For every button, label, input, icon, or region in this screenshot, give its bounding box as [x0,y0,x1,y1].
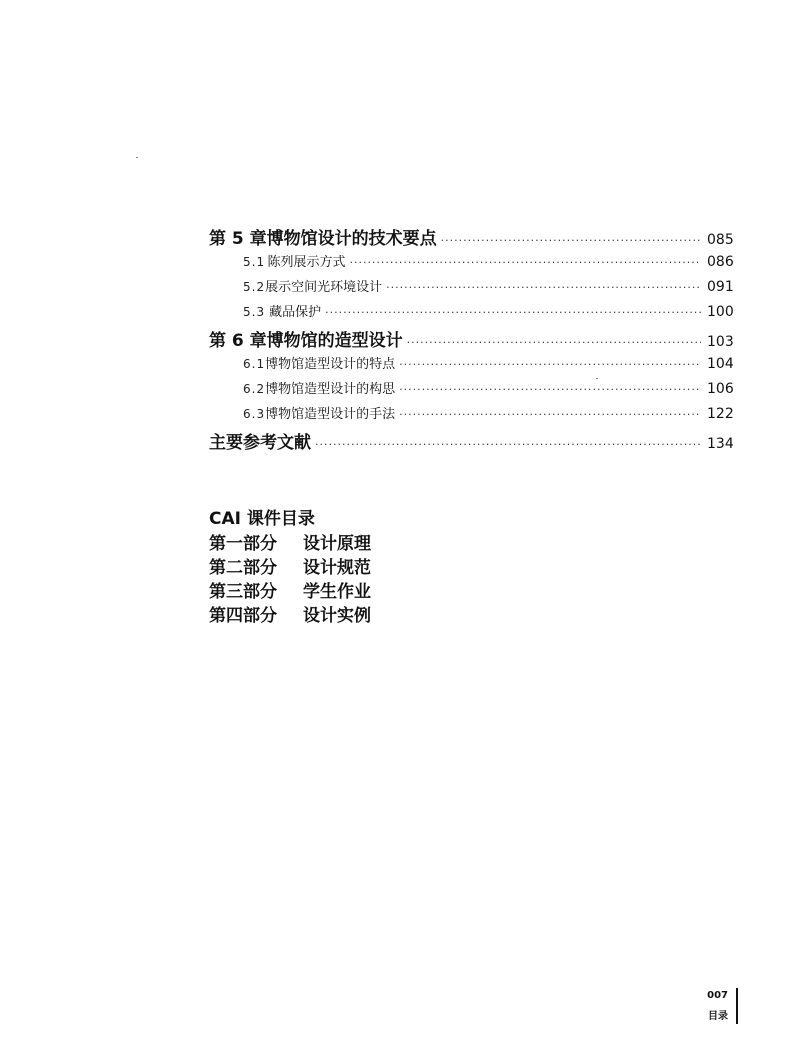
cai-part-label: 第一部分 [209,534,277,554]
scan-speck [596,378,598,379]
cai-part-label: 第三部分 [209,582,277,602]
page-number: 134 [707,436,734,452]
section-number: 5.3 [243,305,266,319]
page-number: 103 [707,334,734,350]
toc-section-5-2 [209,276,733,301]
cai-heading: CAI 课件目录 [209,509,315,529]
dot-leader [386,281,701,294]
chapter-title: 博物馆设计的技术要点 [266,229,437,249]
toc-chapter-6 [209,326,733,353]
section-number: 6.2 [243,382,266,396]
cai-item [209,601,371,625]
cai-courseware-list [209,504,371,625]
section-title: 展示空间光环境设计 [265,280,383,295]
table-of-contents [209,224,733,455]
section-title: 博物馆造型设计的手法 [265,407,396,422]
references-title: 主要参考文献 [209,433,311,453]
toc-section-5-1 [209,251,733,276]
toc-section-5-3 [209,301,733,326]
footer-page-number: 007 [707,990,728,1001]
cai-item [209,577,371,601]
dot-leader [349,256,701,269]
page-number: 086 [707,254,734,270]
page-footer [700,988,740,1024]
dot-leader [399,383,701,396]
cai-part-title: 设计原理 [303,534,371,554]
toc-section-6-1 [209,353,733,378]
chapter-title: 博物馆的造型设计 [266,331,403,351]
section-title: 博物馆造型设计的构思 [265,382,396,397]
page-number: 100 [707,304,734,320]
cai-part-title: 学生作业 [303,582,371,602]
cai-item [209,553,371,577]
scan-speck [136,157,138,158]
section-number: 6.3 [243,407,266,421]
section-number: 5.2 [243,280,266,294]
toc-section-6-3 [209,403,733,428]
dot-leader [315,438,701,451]
chapter-number: 第 6 章 [209,331,267,351]
dot-leader [399,358,701,371]
dot-leader [325,306,701,319]
chapter-number: 第 5 章 [209,229,267,249]
page-number: 122 [707,406,734,422]
toc-section-6-2 [209,378,733,403]
section-title: 陈列展示方式 [267,255,346,270]
section-number: 6.1 [243,357,266,371]
dot-leader [399,408,701,421]
section-number: 5.1 [243,255,266,269]
section-title: 藏品保护 [269,305,322,320]
toc-references [209,428,733,455]
cai-part-title: 设计实例 [303,606,371,626]
page-number: 104 [707,356,734,372]
cai-item [209,529,371,553]
toc-chapter-5 [209,224,733,251]
page-number: 091 [707,279,734,295]
section-title: 博物馆造型设计的特点 [265,357,396,372]
page-number: 085 [707,232,734,248]
page-number: 106 [707,381,734,397]
cai-part-title: 设计规范 [303,558,371,578]
footer-section-label: 目录 [708,1011,728,1022]
cai-part-label: 第四部分 [209,606,277,626]
dot-leader [441,234,701,247]
footer-rule [736,988,738,1024]
dot-leader [407,336,701,349]
cai-part-label: 第二部分 [209,558,277,578]
